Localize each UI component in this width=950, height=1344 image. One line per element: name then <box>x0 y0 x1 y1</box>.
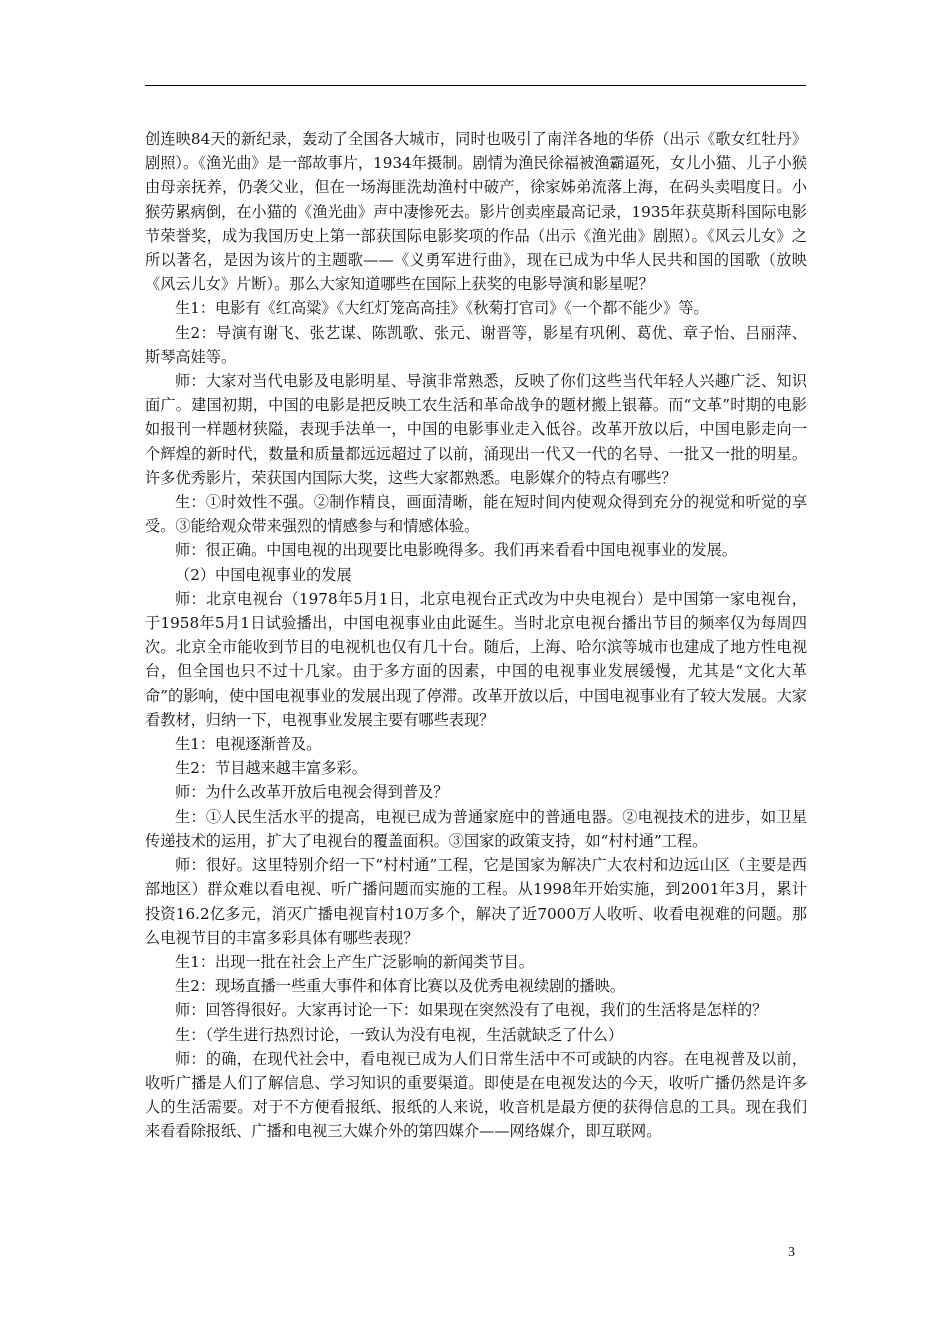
paragraph: 生1：电影有《红高粱》《大红灯笼高高挂》《秋菊打官司》《一个都不能少》等。 <box>175 299 709 318</box>
body-text <box>145 127 807 1144</box>
paragraph: 生1：电视逐渐普及。 <box>175 735 322 754</box>
paragraph: 师：回答得很好。大家再讨论一下：如果现在突然没有了电视，我们的生活将是怎样的？ <box>175 1001 768 1020</box>
page-number: 3 <box>788 1245 795 1260</box>
paragraph: 生2：导演有谢飞、张艺谋、陈凯歌、张元、谢晋等，影星有巩俐、葛优、章子怡、吕丽萍、斯琴高娃等。 <box>145 323 807 366</box>
paragraph: 生：（学生进行热烈讨论，一致认为没有电视，生活就缺乏了什么） <box>175 1025 624 1044</box>
paragraph: 师：为什么改革开放后电视会得到普及？ <box>175 783 449 802</box>
section-heading: （2）中国电视事业的发展 <box>175 565 352 584</box>
paragraph: 生2：现场直播一些重大事件和体育比赛以及优秀电视续剧的播映。 <box>175 977 626 996</box>
paragraph: 师：很正确。中国电视的出现要比电影晚得多。我们再来看看中国电视事业的发展。 <box>175 541 737 560</box>
paragraph: 生：①人民生活水平的提高，电视已成为普通家庭中的普通电器。②电视技术的进步，如卫星传递技术的运用，扩大了电视台的覆盖面积。③国家的政策支持，如“村村通”工程。 <box>145 807 807 850</box>
paragraph: 师：大家对当代电影及电影明星、导演非常熟悉，反映了你们这些当代年轻人兴趣广泛、知识面广。建国初期，中国的电影是把反映工农生活和革命战争的题材搬上银幕。而“文革”时期的电影如报刊一样题材狭隘，表现手法单一，中国的电影事业走入低谷。改革开放以后，中国电影走向一个辉煌的新时代，数量和质量都远远超过了以前，涌现出一代又一代的名导、一批又一批的明星。许多优秀影片，荣获国内国际大奖，这些大家都熟悉。电影媒介的特点有哪些？ <box>145 372 807 487</box>
paragraph: 师：北京电视台（1978年5月1日，北京电视台正式改为中央电视台）是中国第一家电视台，于1958年5月1日试验播出，中国电视事业由此诞生。当时北京电视台播出节目的频率仅为每周四次。北京全市能收到节目的电视机也仅有几十台。随后，上海、哈尔滨等城市也建成了地方性电视台，但全国也只不过十几家。由于多方面的因素，中国的电视事业发展缓慢，尤其是“文化大革命”的影响，使中国电视事业的发展出现了停滞。改革开放以后，中国电视事业有了较大发展。大家看教材，归纳一下，电视事业发展主要有哪些表现？ <box>145 589 807 729</box>
paragraph: 师：的确，在现代社会中，看电视已成为人们日常生活中不可或缺的内容。在电视普及以前，收听广播是人们了解信息、学习知识的重要渠道。即使是在电视发达的今天，收听广播仍然是许多人的生活需要。对于不方便看报纸、报纸的人来说，收音机是最方便的获得信息的工具。现在我们来看看除报纸、广播和电视三大媒介外的第四媒介——网络媒介，即互联网。 <box>145 1049 807 1141</box>
paragraph: 创连映84天的新纪录，轰动了全国各大城市，同时也吸引了南洋各地的华侨（出示《歌女红牡丹》剧照）。《渔光曲》是一部故事片，1934年摄制。剧情为渔民徐福被渔霸逼死，女儿小猫、儿子小猴由母亲抚养，仍袭父业，但在一场海匪洗劫渔村中破产，徐家姊弟流落上海，在码头卖唱度日。小猴劳累病倒，在小猫的《渔光曲》声中凄惨死去。影片创卖座最高记录，1935年获莫斯科国际电影节荣誉奖，成为我国历史上第一部获国际电影奖项的作品（出示《渔光曲》剧照）。《风云儿女》之所以著名，是因为该片的主题歌——《义勇军进行曲》，现在已成为中华人民共和国的国歌（放映《风云儿女》片断）。那么大家知道哪些在国际上获奖的电影导演和影星呢？ <box>145 130 807 294</box>
paragraph: 生1：出现一批在社会上产生广泛影响的新闻类节目。 <box>175 952 534 971</box>
paragraph: 生：①时效性不强。②制作精良，画面清晰，能在短时间内使观众得到充分的视觉和听觉的享受。③能给观众带来强烈的情感参与和情感体验。 <box>145 493 807 536</box>
paragraph: 生2：节目越来越丰富多彩。 <box>175 759 367 778</box>
header-rule <box>145 85 806 86</box>
paragraph: 师：很好。这里特别介绍一下“村村通”工程，它是国家为解决广大农村和边远山区（主要是西部地区）群众难以看电视、听广播问题而实施的工程。从1998年开始实施，到2001年3月，累计投资16.2亿多元，消灭广播电视盲村10万多个，解决了近7000万人收听、收看电视难的问题。那么电视节目的丰富多彩具体有哪些表现？ <box>145 856 807 947</box>
